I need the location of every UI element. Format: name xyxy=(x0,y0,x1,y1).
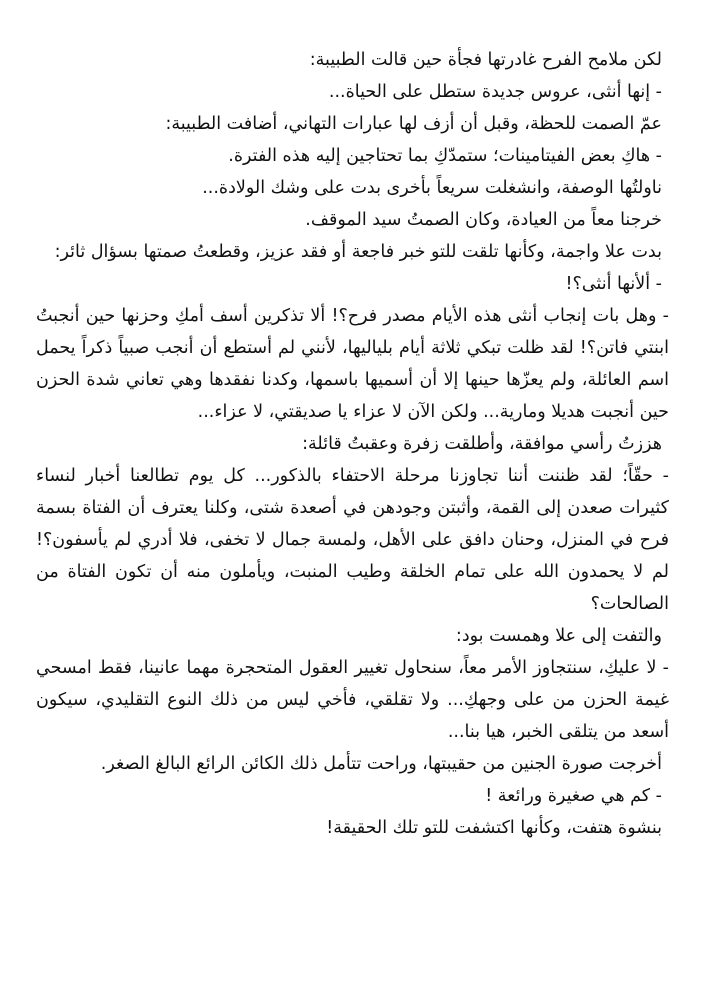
paragraph: عمّ الصمت للحظة، وقبل أن أزف لها عبارات التهاني، أضافت الطبيبة: xyxy=(165,114,662,134)
dialogue-line: - إنها أنثى، عروس جديدة ستطل على الحياة... xyxy=(328,82,662,102)
dialogue-paragraph: - حقّاً؛ لقد ظننت أننا تجاوزنا مرحلة الاحتفاء بالذكور... كل يوم تطالعنا أخبار لنساء كثيرات صعدن إلى القمة، وأثبتن وجودهن في أصعدة شتى، وكلنا يعترف أن الفتاة بسمة فرح في المنزل، وحنان دافق على الأهل، ولمسة جمال لا تخفى، فلا أدري لم يأسفون؟! لم لا يحمدون الله على تمام الخلقة وطيب المنبت، ويأملون منه أن تكون الفتاة من الصالحات؟ xyxy=(36,466,669,614)
dialogue-paragraph: - وهل بات إنجاب أنثى هذه الأيام مصدر فرح؟! ألا تذكرين أسف أمكِ وحزنها حين أنجبتُ ابنتي فاتن؟! لقد ظلت تبكي ثلاثة أيام بلياليها، لأنني لم أستطع أن أنجب صبياً ذكراً يحمل اسم العائلة، ولم يعزّها حينها إلا أن أسميها باسمها، وكدنا نفقدها وهي تعاني شدة الحزن حين أنجبت هديلا ومارية... ولكن الآن لا عزاء يا صديقتي، لا عزاء... xyxy=(36,306,669,422)
paragraph: بنشوة هتفت، وكأنها اكتشفت للتو تلك الحقيقة! xyxy=(326,818,662,838)
paragraph: أخرجت صورة الجنين من حقيبتها، وراحت تتأمل ذلك الكائن الرائع البالغ الصغر. xyxy=(100,754,662,774)
paragraph: والتفت إلى علا وهمست بود: xyxy=(455,626,662,646)
dialogue-line: - كم هي صغيرة ورائعة ! xyxy=(485,786,662,806)
dialogue-paragraph: - لا عليكِ، سنتجاوز الأمر معاً، سنحاول تغيير العقول المتحجرة مهما عانينا، فقط امسحي غيمة الحزن من على وجهكِ... ولا تقلقي، فأخي ليس من ذلك النوع التقليدي، سيكون أسعد من يتلقى الخبر، هيا بنا... xyxy=(36,658,669,742)
paragraph: لكن ملامح الفرح غادرتها فجأة حين قالت الطبيبة: xyxy=(309,50,662,70)
paragraph: هززتُ رأسي موافقة، وأطلقت زفرة وعقبتُ قائلة: xyxy=(302,434,662,454)
story-text xyxy=(36,44,669,844)
dialogue-line: - ألأنها أنثى؟! xyxy=(565,274,662,294)
paragraph: ناولتُها الوصفة، وانشغلت سريعاً بأخرى بدت على وشك الولادة... xyxy=(202,178,662,198)
dialogue-line: - هاكِ بعض الفيتامينات؛ ستمدّكِ بما تحتاجين إليه هذه الفترة. xyxy=(228,146,662,166)
paragraph: بدت علا واجمة، وكأنها تلقت للتو خبر فاجعة أو فقد عزيز، وقطعتُ صمتها بسؤال ثائر: xyxy=(54,242,662,262)
paragraph: خرجنا معاً من العيادة، وكان الصمتُ سيد الموقف. xyxy=(305,210,662,230)
